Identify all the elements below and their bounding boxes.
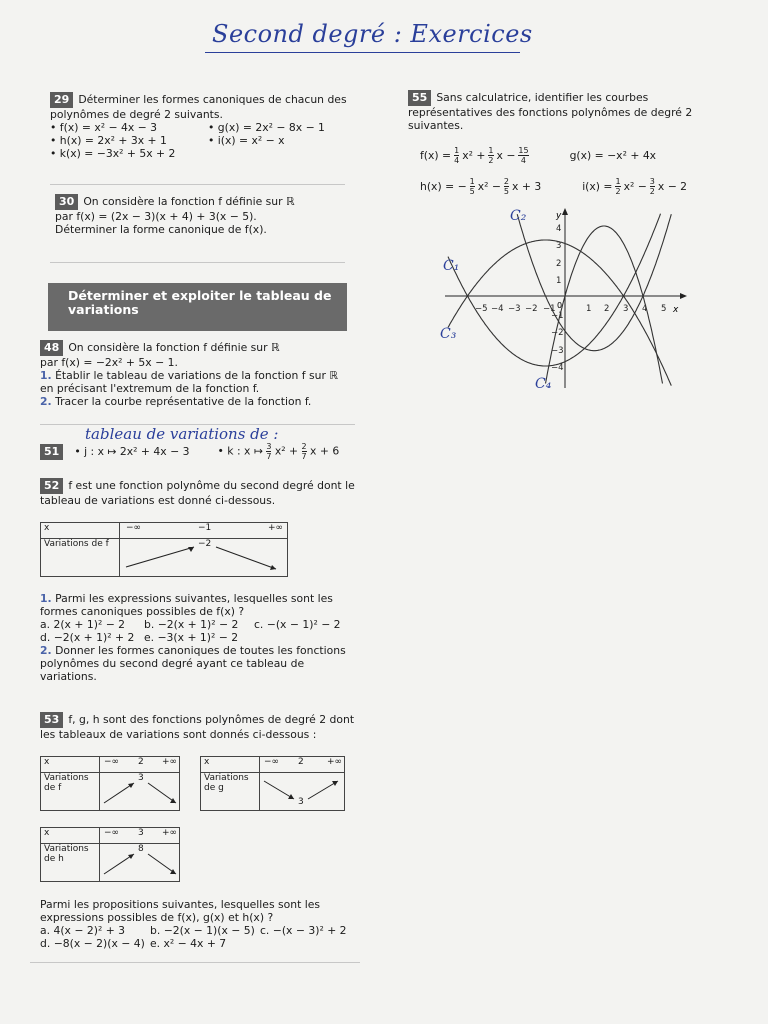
plus-infinity: +∞ xyxy=(326,757,342,767)
extremum-x: 2 xyxy=(298,757,304,767)
k-prefix: • k : x ↦ xyxy=(217,444,263,458)
question-number: 1. xyxy=(40,369,52,382)
fraction xyxy=(266,442,271,461)
numerator: 1 xyxy=(469,177,475,186)
origin-label: 0 xyxy=(557,301,563,310)
exercise-52 xyxy=(40,478,360,507)
y-tick-label: −4 xyxy=(551,363,564,373)
x-axis-arrow xyxy=(680,293,687,299)
function-g-def: g(x) = −x² + 4x xyxy=(569,149,657,162)
f-term: x − xyxy=(496,149,516,162)
exercise-51 xyxy=(40,442,360,461)
i-term: x² − xyxy=(623,180,647,193)
curve-label-c4: C₄ xyxy=(535,376,552,392)
question-text: Parmi les propositions suivantes, lesquelles sont les expressions possibles de f(x), g(x) et h(x) ? xyxy=(40,898,321,924)
table-x-values xyxy=(260,757,345,773)
numerator: 1 xyxy=(454,146,460,155)
curve-label-c1: C₁ xyxy=(443,258,460,274)
y-tick-label: −3 xyxy=(551,346,564,356)
table-variations-label: Variations de h xyxy=(41,844,100,882)
exercise-text: f est une fonction polynôme du second degré dont le tableau de variations est donné ci-dessous. xyxy=(40,479,355,507)
table-x-values xyxy=(100,757,180,773)
curves-group xyxy=(448,214,671,386)
y-tick-label: 4 xyxy=(556,224,562,234)
question-number: 1. xyxy=(40,592,52,605)
y-tick-label: 1 xyxy=(556,276,562,286)
exercise-55 xyxy=(408,90,708,132)
denominator: 7 xyxy=(301,452,307,461)
curve-label-c2: C₂ xyxy=(510,208,527,224)
i-prefix: i(x) = xyxy=(582,180,613,193)
extremum-value: −2 xyxy=(198,539,212,549)
exercise-number: 29 xyxy=(50,92,73,108)
exercise-number: 48 xyxy=(40,340,63,356)
numerator: 3 xyxy=(649,177,655,186)
k-suffix: x + 6 xyxy=(310,444,340,458)
table-x-values xyxy=(100,828,180,844)
fraction xyxy=(615,177,620,196)
denominator: 2 xyxy=(488,156,494,165)
x-tick-label: −4 xyxy=(491,304,504,314)
table-x-header: x xyxy=(41,828,100,844)
exercise-48 xyxy=(40,340,350,408)
exercise-29 xyxy=(50,92,350,160)
expression-k: • k(x) = −3x² + 5x + 2 xyxy=(50,147,176,160)
exercise-number: 53 xyxy=(40,712,63,728)
extremum-x: 2 xyxy=(138,757,144,767)
curves-graph xyxy=(405,198,700,393)
fraction xyxy=(302,442,307,461)
x-tick-label: −3 xyxy=(508,304,521,314)
variation-table-f xyxy=(40,756,180,811)
denominator: 4 xyxy=(520,156,527,165)
y-tick-label: 2 xyxy=(556,259,562,269)
exercise-line: On considère la fonction f définie sur ℝ xyxy=(83,195,295,208)
exercise-text: Déterminer les formes canoniques de chacun des polynômes de degré 2 suivants. xyxy=(50,93,347,121)
y-tick-label: 3 xyxy=(556,241,562,251)
question-number: 2. xyxy=(40,644,52,657)
table-variations-label: Variations de g xyxy=(201,773,260,811)
option-b: b. −2(x + 1)² − 2 xyxy=(144,618,239,631)
exercise-text: Sans calculatrice, identifier les courbes représentatives des fonctions polynômes de degré 2 suivantes. xyxy=(408,91,693,132)
x-tick-label: −5 xyxy=(475,304,488,314)
expression-i: • i(x) = x² − x xyxy=(208,134,285,147)
question-text: Parmi les expressions suivantes, lesquelles sont les formes canoniques possibles de f(x) ? xyxy=(40,592,333,618)
divider xyxy=(30,962,360,963)
page-title: Second degré : Exercices xyxy=(212,20,533,48)
exercise-number: 30 xyxy=(55,194,78,210)
curve-i xyxy=(517,214,671,351)
y-tick-label: −1 xyxy=(551,311,564,321)
question-number: 2. xyxy=(40,395,52,408)
denominator: 2 xyxy=(615,187,621,196)
function-k xyxy=(217,442,339,461)
variation-table-h xyxy=(40,827,180,882)
denominator: 7 xyxy=(266,452,272,461)
exercise-line: On considère la fonction f définie sur ℝ xyxy=(68,341,280,354)
x-tick-label: 5 xyxy=(661,304,667,314)
option-e: e. −3(x + 1)² − 2 xyxy=(144,631,239,644)
variation-table-g xyxy=(200,756,345,811)
function-f-def xyxy=(420,146,720,165)
y-axis-label: y xyxy=(556,211,562,221)
minus-infinity: −∞ xyxy=(126,523,142,533)
extremum-value: 3 xyxy=(138,773,144,783)
numerator: 15 xyxy=(518,146,529,155)
numerator: 3 xyxy=(266,442,272,451)
fraction xyxy=(470,177,475,196)
question-text: Donner les formes canoniques de toutes les fonctions polynômes du second degré ayant ce tableau de variations. xyxy=(40,644,346,683)
exercise-52-questions xyxy=(40,592,360,683)
f-term: x² + xyxy=(462,149,486,162)
y-axis-arrow xyxy=(562,208,568,215)
x-axis-label: x xyxy=(673,305,679,315)
y-tick-label: −2 xyxy=(551,328,564,338)
function-j: • j : x ↦ 2x² + 4x − 3 xyxy=(74,445,190,458)
divider xyxy=(50,262,345,263)
h-prefix: h(x) = − xyxy=(420,180,467,193)
extremum-value: 8 xyxy=(138,844,144,854)
table-variations-arrows xyxy=(260,773,345,811)
exercise-number: 55 xyxy=(408,90,431,106)
fraction xyxy=(454,146,459,165)
title-underline xyxy=(205,52,520,53)
plus-infinity: +∞ xyxy=(161,828,177,838)
table-variations-arrows xyxy=(120,539,288,577)
variation-arrows xyxy=(260,773,344,811)
handwritten-note: tableau de variations de : xyxy=(85,425,279,443)
curve-f xyxy=(448,214,661,366)
table-x-header: x xyxy=(41,523,120,539)
table-variations-label: Variations de f xyxy=(41,539,120,577)
table-x-values xyxy=(120,523,288,539)
minus-infinity: −∞ xyxy=(104,757,120,767)
fraction xyxy=(650,177,655,196)
exercise-number: 52 xyxy=(40,478,63,494)
variation-arrows xyxy=(100,773,180,811)
numerator: 1 xyxy=(615,177,621,186)
denominator: 2 xyxy=(649,187,655,196)
minus-infinity: −∞ xyxy=(264,757,280,767)
option-e: e. x² − 4x + 7 xyxy=(150,937,227,950)
numerator: 2 xyxy=(503,177,510,186)
f-prefix: f(x) = xyxy=(420,149,452,162)
exercise-53 xyxy=(40,712,360,741)
x-tick-label: −2 xyxy=(525,304,538,314)
h-term: x² − xyxy=(477,180,501,193)
denominator: 5 xyxy=(469,187,475,196)
table-x-header: x xyxy=(201,757,260,773)
curve-label-c3: C₃ xyxy=(440,326,457,342)
x-tick-label: 1 xyxy=(586,304,592,314)
fraction xyxy=(488,146,493,165)
question-text: Établir le tableau de variations de la fonction f sur ℝ en précisant l'extremum de la fonction f. xyxy=(40,369,338,395)
extremum-x: −1 xyxy=(198,523,212,533)
option-c: c. −(x − 3)² + 2 xyxy=(260,924,347,937)
variation-arrows xyxy=(120,539,286,577)
numerator: 1 xyxy=(488,146,494,155)
minus-infinity: −∞ xyxy=(104,828,120,838)
exercise-line: par f(x) = −2x² + 5x − 1. xyxy=(40,356,178,369)
numerator: 2 xyxy=(301,442,307,451)
fraction xyxy=(504,177,509,196)
denominator: 4 xyxy=(454,156,460,165)
exercise-53-question xyxy=(40,898,360,950)
section-header: Déterminer et exploiter le tableau de variations xyxy=(48,283,347,331)
table-variations-label: Variations de f xyxy=(41,773,100,811)
option-c: c. −(x − 1)² − 2 xyxy=(254,618,341,631)
fraction xyxy=(518,146,528,165)
plus-infinity: +∞ xyxy=(267,523,283,533)
denominator: 5 xyxy=(503,187,510,196)
divider xyxy=(50,184,345,185)
x-tick-label: 4 xyxy=(642,304,648,314)
table-variations-arrows xyxy=(100,844,180,882)
exercise-line: par f(x) = (2x − 3)(x + 4) + 3(x − 5). xyxy=(55,210,257,223)
function-h-def xyxy=(420,177,720,196)
table-x-header: x xyxy=(41,757,100,773)
question-text: Tracer la courbe représentative de la fonction f. xyxy=(55,395,312,408)
exercise-30 xyxy=(55,194,350,236)
exercise-number: 51 xyxy=(40,444,63,460)
x-tick-label: −1 xyxy=(543,304,556,314)
option-a: a. 4(x − 2)² + 3 xyxy=(40,924,126,937)
x-tick-label: 3 xyxy=(623,304,629,314)
table-variations-arrows xyxy=(100,773,180,811)
x-tick-label: 2 xyxy=(604,304,610,314)
extremum-x: 3 xyxy=(138,828,144,838)
expression-g: • g(x) = 2x² − 8x − 1 xyxy=(208,121,325,134)
expression-f: • f(x) = x² − 4x − 3 xyxy=(50,121,157,134)
option-d: d. −8(x − 2)(x − 4) xyxy=(40,937,145,950)
variation-arrows xyxy=(100,844,180,882)
k-middle: x² + xyxy=(274,444,299,458)
h-term: x + 3 xyxy=(512,180,542,193)
expression-h: • h(x) = 2x² + 3x + 1 xyxy=(50,134,167,147)
option-d: d. −2(x + 1)² + 2 xyxy=(40,631,135,644)
exercise-text: f, g, h sont des fonctions polynômes de degré 2 dont les tableaux de variations sont donnés ci-dessous : xyxy=(40,713,355,741)
exercise-line: Déterminer la forme canonique de f(x). xyxy=(55,223,267,236)
plus-infinity: +∞ xyxy=(161,757,177,767)
i-term: x − 2 xyxy=(657,180,688,193)
variation-table-52 xyxy=(40,522,288,577)
option-a: a. 2(x + 1)² − 2 xyxy=(40,618,126,631)
option-b: b. −2(x − 1)(x − 5) xyxy=(150,924,255,937)
extremum-value: 3 xyxy=(298,797,304,807)
